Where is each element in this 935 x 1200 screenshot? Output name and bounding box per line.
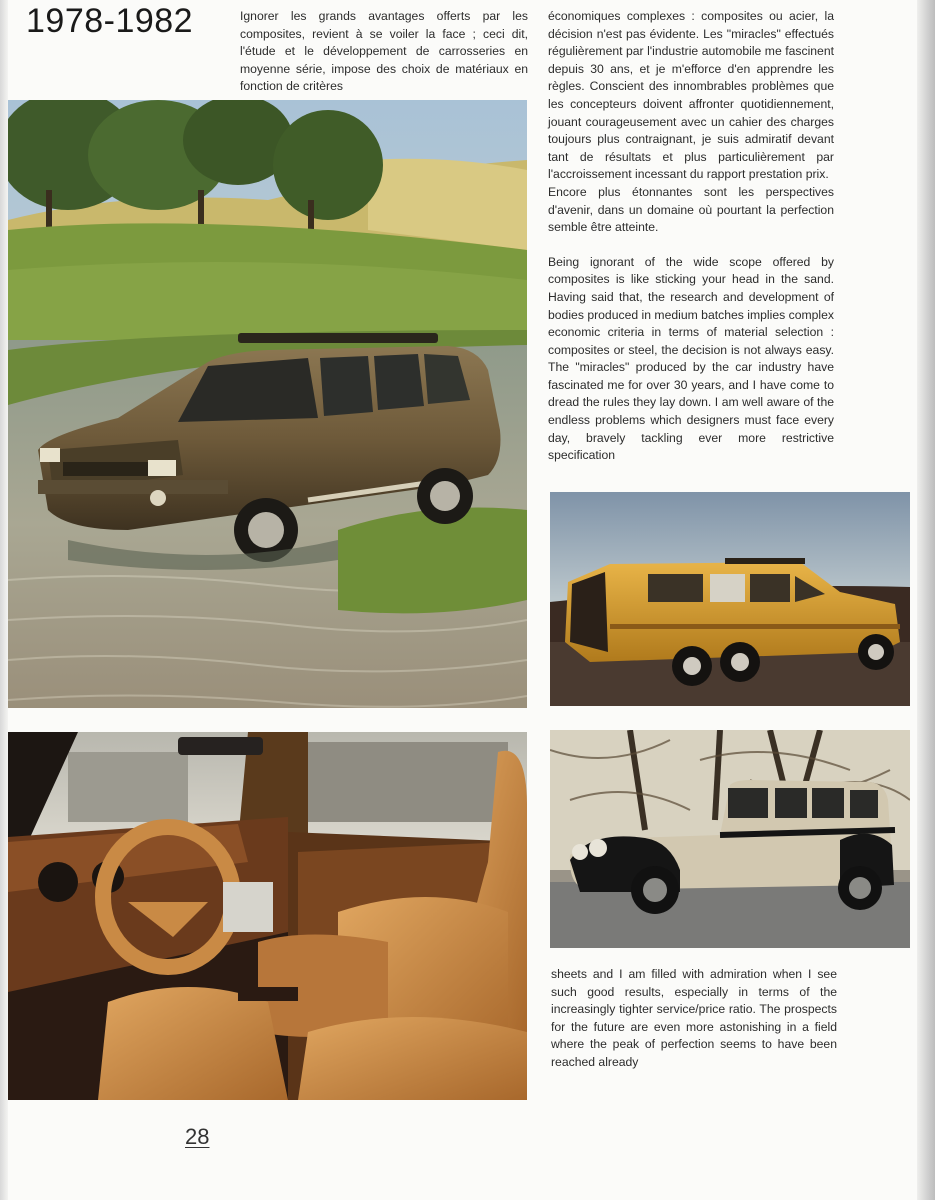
page-title: 1978-1982 — [26, 2, 194, 40]
page-edge-shadow — [917, 0, 935, 1200]
tan-leather-interior-icon — [8, 732, 527, 1100]
leather-interior-photo — [8, 732, 527, 1100]
black-classic-limousine-icon — [550, 730, 910, 948]
bronze-station-wagon-photo — [8, 100, 527, 708]
classic-limousine-photo — [550, 730, 910, 948]
french-paragraph-1: Ignorer les grands avantages offerts par les composites, revient à se voiler la face ; ceci dit, l'étude et le développement de carrosseries en moyenne série, impose des choix de matériaux en fonction de critères — [240, 9, 528, 94]
english-text-column-2-continued — [551, 966, 837, 1072]
french-text-column-1 — [240, 8, 528, 96]
six-wheel-wagon-photo — [550, 492, 910, 706]
french-text-column-2 — [548, 8, 834, 465]
english-paragraph-1: Being ignorant of the wide scope offered by composites is like sticking your head in the sand. Having said that, the research and development of bodies produced in medium batches implies complex economic criteria in terms of material selection : composites or steel, the decision is not always easy. The "miracles" produced by the car industry have fascinated me for over 30 years, and I have come to dread the rules they lay down. I am well aware of the endless problems which designers must face every day, bravely tackling ever more restrictive specification — [548, 254, 834, 463]
orange-six-wheel-wagon-icon — [550, 492, 910, 706]
french-paragraph-3: Encore plus étonnantes sont les perspectives d'avenir, dans un domaine où pourtant la perfection semble être atteinte. — [548, 184, 834, 235]
english-paragraph-2: sheets and I am filled with admiration when I see such good results, especially in terms of the increasingly tighter service/price ratio. The prospects for the future are even more astonishing in a field where the peak of perfection seems to have been reached already — [551, 967, 837, 1069]
bronze-station-wagon-in-river-icon — [8, 100, 527, 708]
page-number: 28 — [185, 1124, 210, 1149]
page-binding-shadow — [0, 0, 8, 1200]
french-paragraph-2: économiques complexes : composites ou acier, la décision n'est pas évidente. Les "miracles" effectués régulièrement par l'industrie automobile me fascinent depuis 30 ans, et je m'efforce d'en apprendre les règles. Conscient des innombrables problèmes que les concepteurs doivent affronter quotidiennement, jouant courageusement avec un cahier des charges toujours plus contraignant, je suis admiratif devant tant de résultats et plus particulièrement par l'accroissement incessant du rapport prestation prix. — [548, 9, 834, 182]
